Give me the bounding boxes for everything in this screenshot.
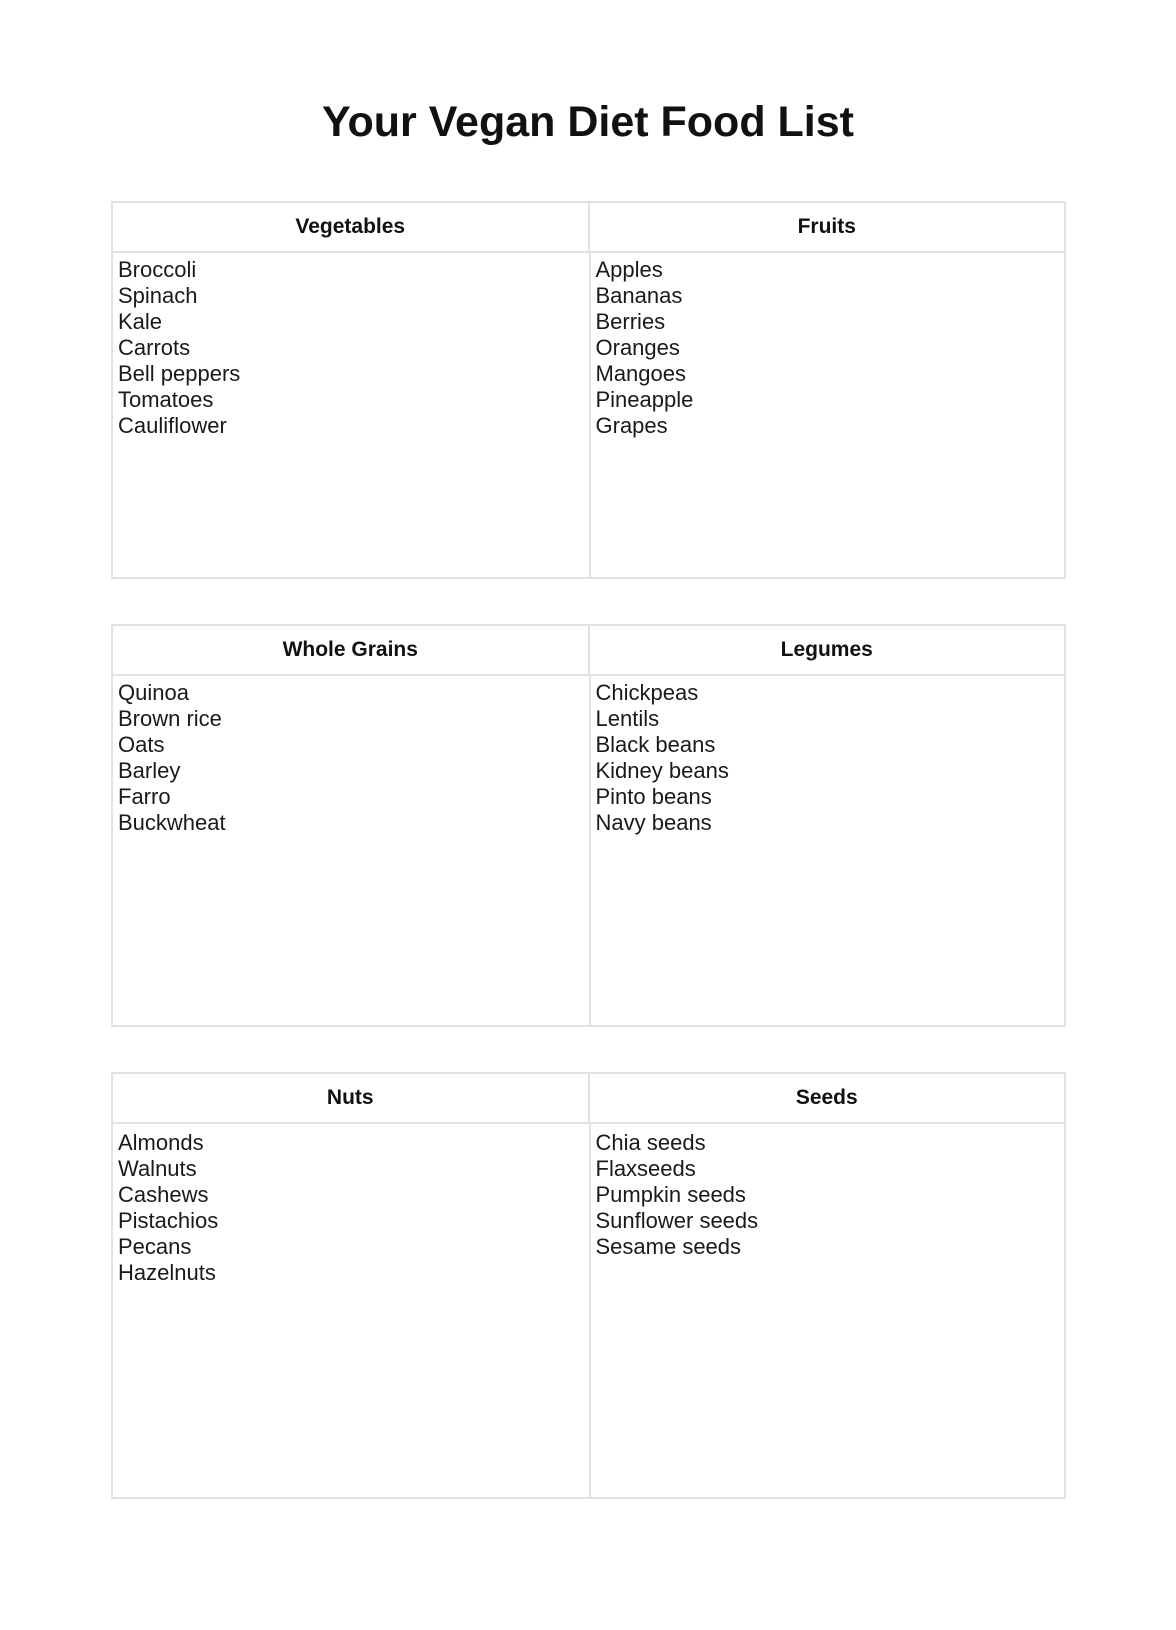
list-item: Pumpkin seeds xyxy=(595,1182,746,1207)
list-item: Pistachios xyxy=(118,1208,219,1233)
table-body-row xyxy=(113,1124,1064,1497)
list-item: Apples xyxy=(595,257,663,282)
list-item: Tomatoes xyxy=(118,387,214,412)
table-header-row xyxy=(113,626,1064,676)
column-header-fruits: Fruits xyxy=(588,203,1065,251)
whole-grains-list xyxy=(118,680,589,836)
table-body-row xyxy=(113,676,1064,1025)
food-table-vegetables-fruits xyxy=(111,201,1066,579)
column-header-whole-grains: Whole Grains xyxy=(282,638,418,661)
list-item: Lentils xyxy=(595,706,660,731)
vegetables-list xyxy=(118,257,589,439)
list-item: Sunflower seeds xyxy=(595,1208,759,1233)
list-item: Quinoa xyxy=(118,680,189,705)
table-header-row xyxy=(113,203,1064,253)
column-header-legumes: Legumes xyxy=(588,626,1065,674)
list-item: Mangoes xyxy=(595,361,687,386)
list-item: Spinach xyxy=(118,283,198,308)
table-body-row xyxy=(113,253,1064,577)
list-item: Chickpeas xyxy=(595,680,699,705)
list-item: Barley xyxy=(118,758,181,783)
list-item: Bananas xyxy=(595,283,683,308)
column-header-vegetables: Vegetables xyxy=(295,215,406,238)
vegetables-cell xyxy=(113,253,589,577)
list-item: Kale xyxy=(118,309,163,334)
list-item: Pineapple xyxy=(595,387,694,412)
list-item: Bell peppers xyxy=(118,361,241,386)
nuts-list xyxy=(118,1130,589,1286)
list-item: Kidney beans xyxy=(595,758,729,783)
list-item: Pecans xyxy=(118,1234,192,1259)
list-item: Oats xyxy=(118,732,165,757)
list-item: Hazelnuts xyxy=(118,1260,216,1285)
list-item: Pinto beans xyxy=(595,784,712,809)
fruits-cell xyxy=(589,253,1065,577)
list-item: Black beans xyxy=(595,732,716,757)
list-item: Brown rice xyxy=(118,706,222,731)
list-item: Carrots xyxy=(118,335,191,360)
list-item: Cauliflower xyxy=(118,413,227,438)
seeds-cell xyxy=(589,1124,1065,1497)
list-item: Flaxseeds xyxy=(595,1156,696,1181)
list-item: Farro xyxy=(118,784,171,809)
fruits-list xyxy=(596,257,1065,439)
seeds-list xyxy=(596,1130,1065,1260)
table-header-row xyxy=(113,1074,1064,1124)
legumes-cell xyxy=(589,676,1065,1025)
column-header-seeds: Seeds xyxy=(588,1074,1065,1122)
list-item: Grapes xyxy=(595,413,668,438)
list-item: Oranges xyxy=(595,335,680,360)
list-item: Berries xyxy=(595,309,666,334)
list-item: Cashews xyxy=(118,1182,209,1207)
food-table-grains-legumes xyxy=(111,624,1066,1027)
list-item: Walnuts xyxy=(118,1156,197,1181)
list-item: Navy beans xyxy=(595,810,712,835)
page-title: Your Vegan Diet Food List xyxy=(322,98,854,146)
list-item: Broccoli xyxy=(118,257,197,282)
list-item: Chia seeds xyxy=(595,1130,706,1155)
legumes-list xyxy=(596,680,1065,836)
list-item: Almonds xyxy=(118,1130,204,1155)
list-item: Buckwheat xyxy=(118,810,226,835)
whole-grains-cell xyxy=(113,676,589,1025)
food-table-nuts-seeds xyxy=(111,1072,1066,1499)
column-header-nuts: Nuts xyxy=(326,1086,374,1109)
list-item: Sesame seeds xyxy=(595,1234,742,1259)
nuts-cell xyxy=(113,1124,589,1497)
